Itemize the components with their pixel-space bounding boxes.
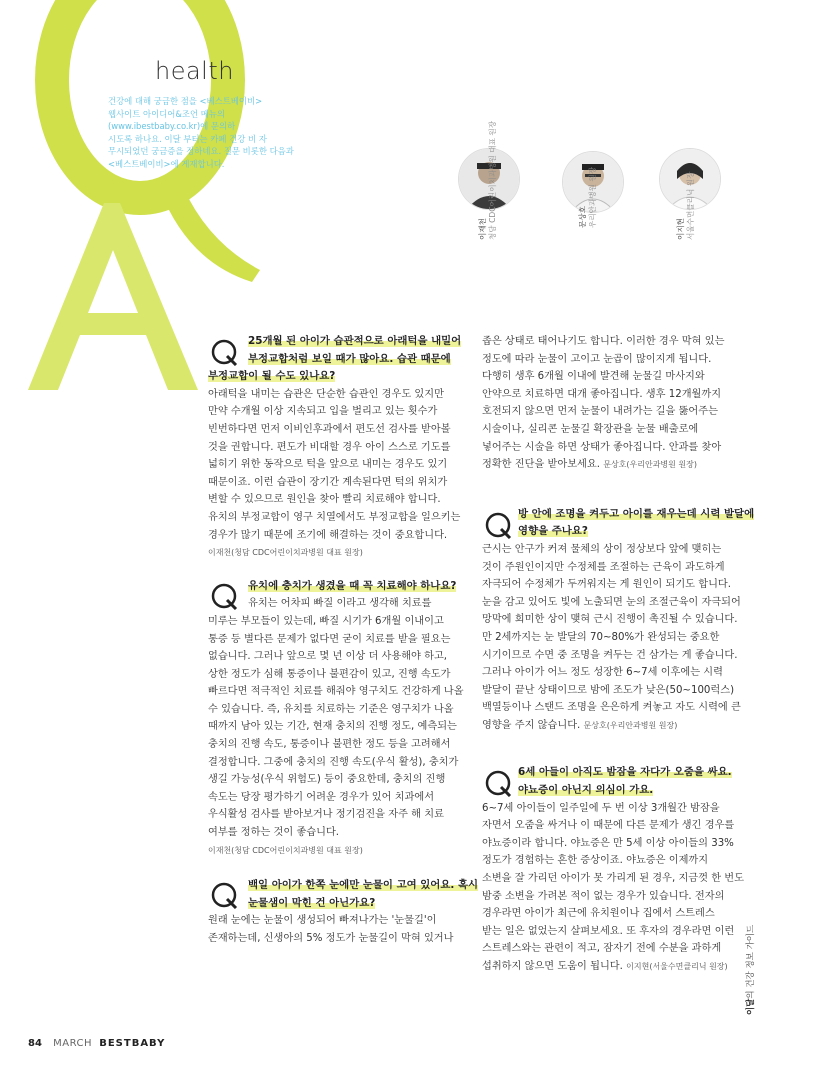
intro-text: 건강에 대해 궁금한 점을 <베스트베이비> 웹사이트 아이디어&조언 메뉴의 (www.ibestbaby.co.kr)에 문의하 시도록 하나요. 이달 부터는 카페 건강 비 자 무시되었던 궁금증을 정하네요. 질문 비롯한 다음과 <베스트베이비>에 게재합니다.: [108, 96, 294, 169]
q-mark-icon: [210, 582, 238, 610]
q-mark-icon: [210, 881, 238, 909]
doctor-name-2: 문상호 우리안과병원 원장: [578, 166, 597, 228]
section-title: health: [155, 57, 234, 85]
question-5: 6세 아들이 아직도 밤잠을 자다가 오줌을 싸요. 야뇨증이 아닌지 의심이 가요.: [482, 764, 752, 799]
q-mark-icon: [484, 769, 512, 797]
issue-month: MARCH: [53, 1038, 93, 1049]
doctor-name-3: 이지현 서울수면클리닉 원장: [676, 171, 695, 240]
answer-1: 아래턱을 내미는 습관은 단순한 습관인 경우도 있지만 만약 수개월 이상 지속되고 입을 벌리고 있는 횟수가 빈번하다면 먼저 이비인후과에서 편도선 검사를 받아볼 것을 권합니다. 편도가 비대할 경우 아이 스스로 기도를 넓히기 위한 동작으로 턱을 앞으로 내미는 경우도 있기 때문이죠. 이런 습관이 장기간 계속된다면 턱의 위치가 변할 수 있으므로 원인을 찾아 빨리 치료해야 합니다. 유치의 부정교합이 영구 치열에서도 부정교합을 일으키는 경우가 많기 때문에 조기에 해결하는 것이 중요합니다. 이재천(청담 CDC어린이치과병원 대표 원장): [208, 386, 470, 562]
page-footer: [28, 1038, 165, 1049]
answer-5: 6~7세 아이들이 일주일에 두 번 이상 3개월간 밤잠을 자면서 오줌을 싸거나 이 때문에 다른 문제가 생긴 경우를 야뇨증이라 합니다. 야뇨증은 만 5세 이상 아이들의 33% 정도가 경험하는 흔한 증상이죠. 야뇨증은 이제까지 소변을 잘 가리던 아이가 못 가리게 된 경우, 지금껏 한 번도 밤중 소변을 가려본 적이 없는 경우가 있습니다. 전자의 경우라면 아이가 최근에 유치원이나 집에서 스트레스 받는 일은 없었는지 살펴보세요. 또 후자의 경우라면 이런 스트레스와는 관련이 적고, 잠자기 전에 수분을 과하게 섭취하지 않으면 도움이 됩니다. 이지현(서울수면클리닉 원장): [482, 802, 744, 972]
big-a-letter-decoration: [8, 195, 238, 395]
signature: 문상호(우리안과병원 원장): [583, 720, 678, 730]
answer-2: 유치는 어차피 빠질 이라고 생각해 치료를 미루는 부모들이 있는데, 빠질 시기가 6개월 이내이고 통증 등 별다른 문제가 없다면 굳이 치료를 받을 필요는 없습니다. 그러나 앞으로 몇 년 이상 더 사용해야 하고, 상한 정도가 심해 통증이나 불편감이 있고, 진행 속도가 빠르다면 적극적인 치료를 해줘야 영구치도 건강하게 나올 수 있습니다. 즉, 유치를 치료하는 기준은 영구치가 나올 때까지 남아 있는 기간, 현재 충치의 진행 정도, 예측되는 충치의 진행 속도, 통증이나 불편한 정도 등을 고려해서 결정합니다. 그중에 충치의 진행 속도(우식 활성), 충치가 생길 가능성(우식 위험도) 등이 중요한데, 충치의 진행 속도는 당장 평가하기 어려운 경우가 있어 치과에서 우식활성 검사를 받아보거나 정기검진을 자주 해 치료 여부를 정하는 것이 좋습니다. 이재천(청담 CDC어린이치과병원 대표 원장): [208, 595, 470, 859]
signature: 이재천(청담 CDC어린이치과병원 대표 원장): [208, 548, 363, 558]
answer-4: 근시는 안구가 커져 물체의 상이 정상보다 앞에 맺히는 것이 주원인이지만 수정체를 조절하는 근육이 과도하게 자극되어 수정체가 두꺼워지는 게 원인이 되기도 합니다. 눈을 감고 있어도 빛에 노출되면 눈의 조절근육이 자극되어 망막에 희미한 상이 맺혀 근시 진행이 촉진될 수 있습니다. 만 2세까지는 눈 발달의 70~80%가 완성되는 중요한 시기이므로 수면 중 조명을 켜두는 건 삼가는 게 좋습니다. 그러나 아이가 어느 정도 성장한 6~7세 이후에는 시력 발달이 끝난 상태이므로 밤에 조도가 낮은(50~100럭스) 백열등이나 스탠드 조명을 은은하게 켜놓고 자도 시력에 큰 영향을 주지 않습니다. 문상호(우리안과병원 원장): [482, 543, 741, 731]
magazine-brand: BESTBABY: [99, 1038, 166, 1049]
q-mark-icon: [210, 338, 238, 366]
signature: 문상호(우리안과병원 원장): [603, 460, 698, 470]
q-mark-icon: [484, 511, 512, 539]
left-column: [208, 333, 479, 948]
side-caption: 이달의 건강 정보 가이드: [746, 924, 756, 1015]
signature: 이재천(청담 CDC어린이치과병원 대표 원장): [208, 845, 363, 855]
page-number: 84: [28, 1038, 42, 1049]
signature: 이지현(서울수면클리닉 원장): [626, 962, 728, 971]
question-4: 방 안에 조명을 켜두고 아이를 재우는데 시력 발달에 영향을 주나요?: [482, 506, 752, 541]
doctor-name-1: 이재천 청담 CDC어린이치과병원 대표 원장: [478, 120, 497, 240]
answer-3-continued: 좁은 상태로 태어나기도 합니다. 이러한 경우 막혀 있는 정도에 따라 눈물이 고이고 눈곱이 많이지게 됩니다. 다행히 생후 6개월 이내에 발견해 눈물길 마사지와 안약으로 치료하면 대개 좋아집니다. 생후 12개월까지 호전되지 않으면 먼저 눈물이 내려가는 길을 뚫어주는 시술이나, 실리콘 눈물길 확장관을 눈물 배출로에 넣어주는 시술을 하면 상태가 좋아집니다. 안과를 찾아 정확한 진단을 받아보세요. 문상호(우리안과병원 원장): [482, 336, 725, 471]
question-2: 유치에 충치가 생겼을 때 꼭 치료해야 하나요?: [208, 578, 470, 596]
question-1: 25개월 된 아이가 습관적으로 아래턱을 내밀어 부정교합처럼 보일 때가 많아요. 습관 때문에 부정교합이 될 수도 있나요?: [208, 335, 462, 383]
answer-3: 원래 눈에는 눈물이 생성되어 빠져나가는 '눈물길'이 존재하는데, 신생아의 5% 정도가 눈물길이 막혀 있거나: [208, 915, 454, 944]
question-3: 백일 아이가 한쪽 눈에만 눈물이 고여 있어요. 혹시 눈물샘이 막힌 건 아닌가요?: [208, 877, 470, 912]
